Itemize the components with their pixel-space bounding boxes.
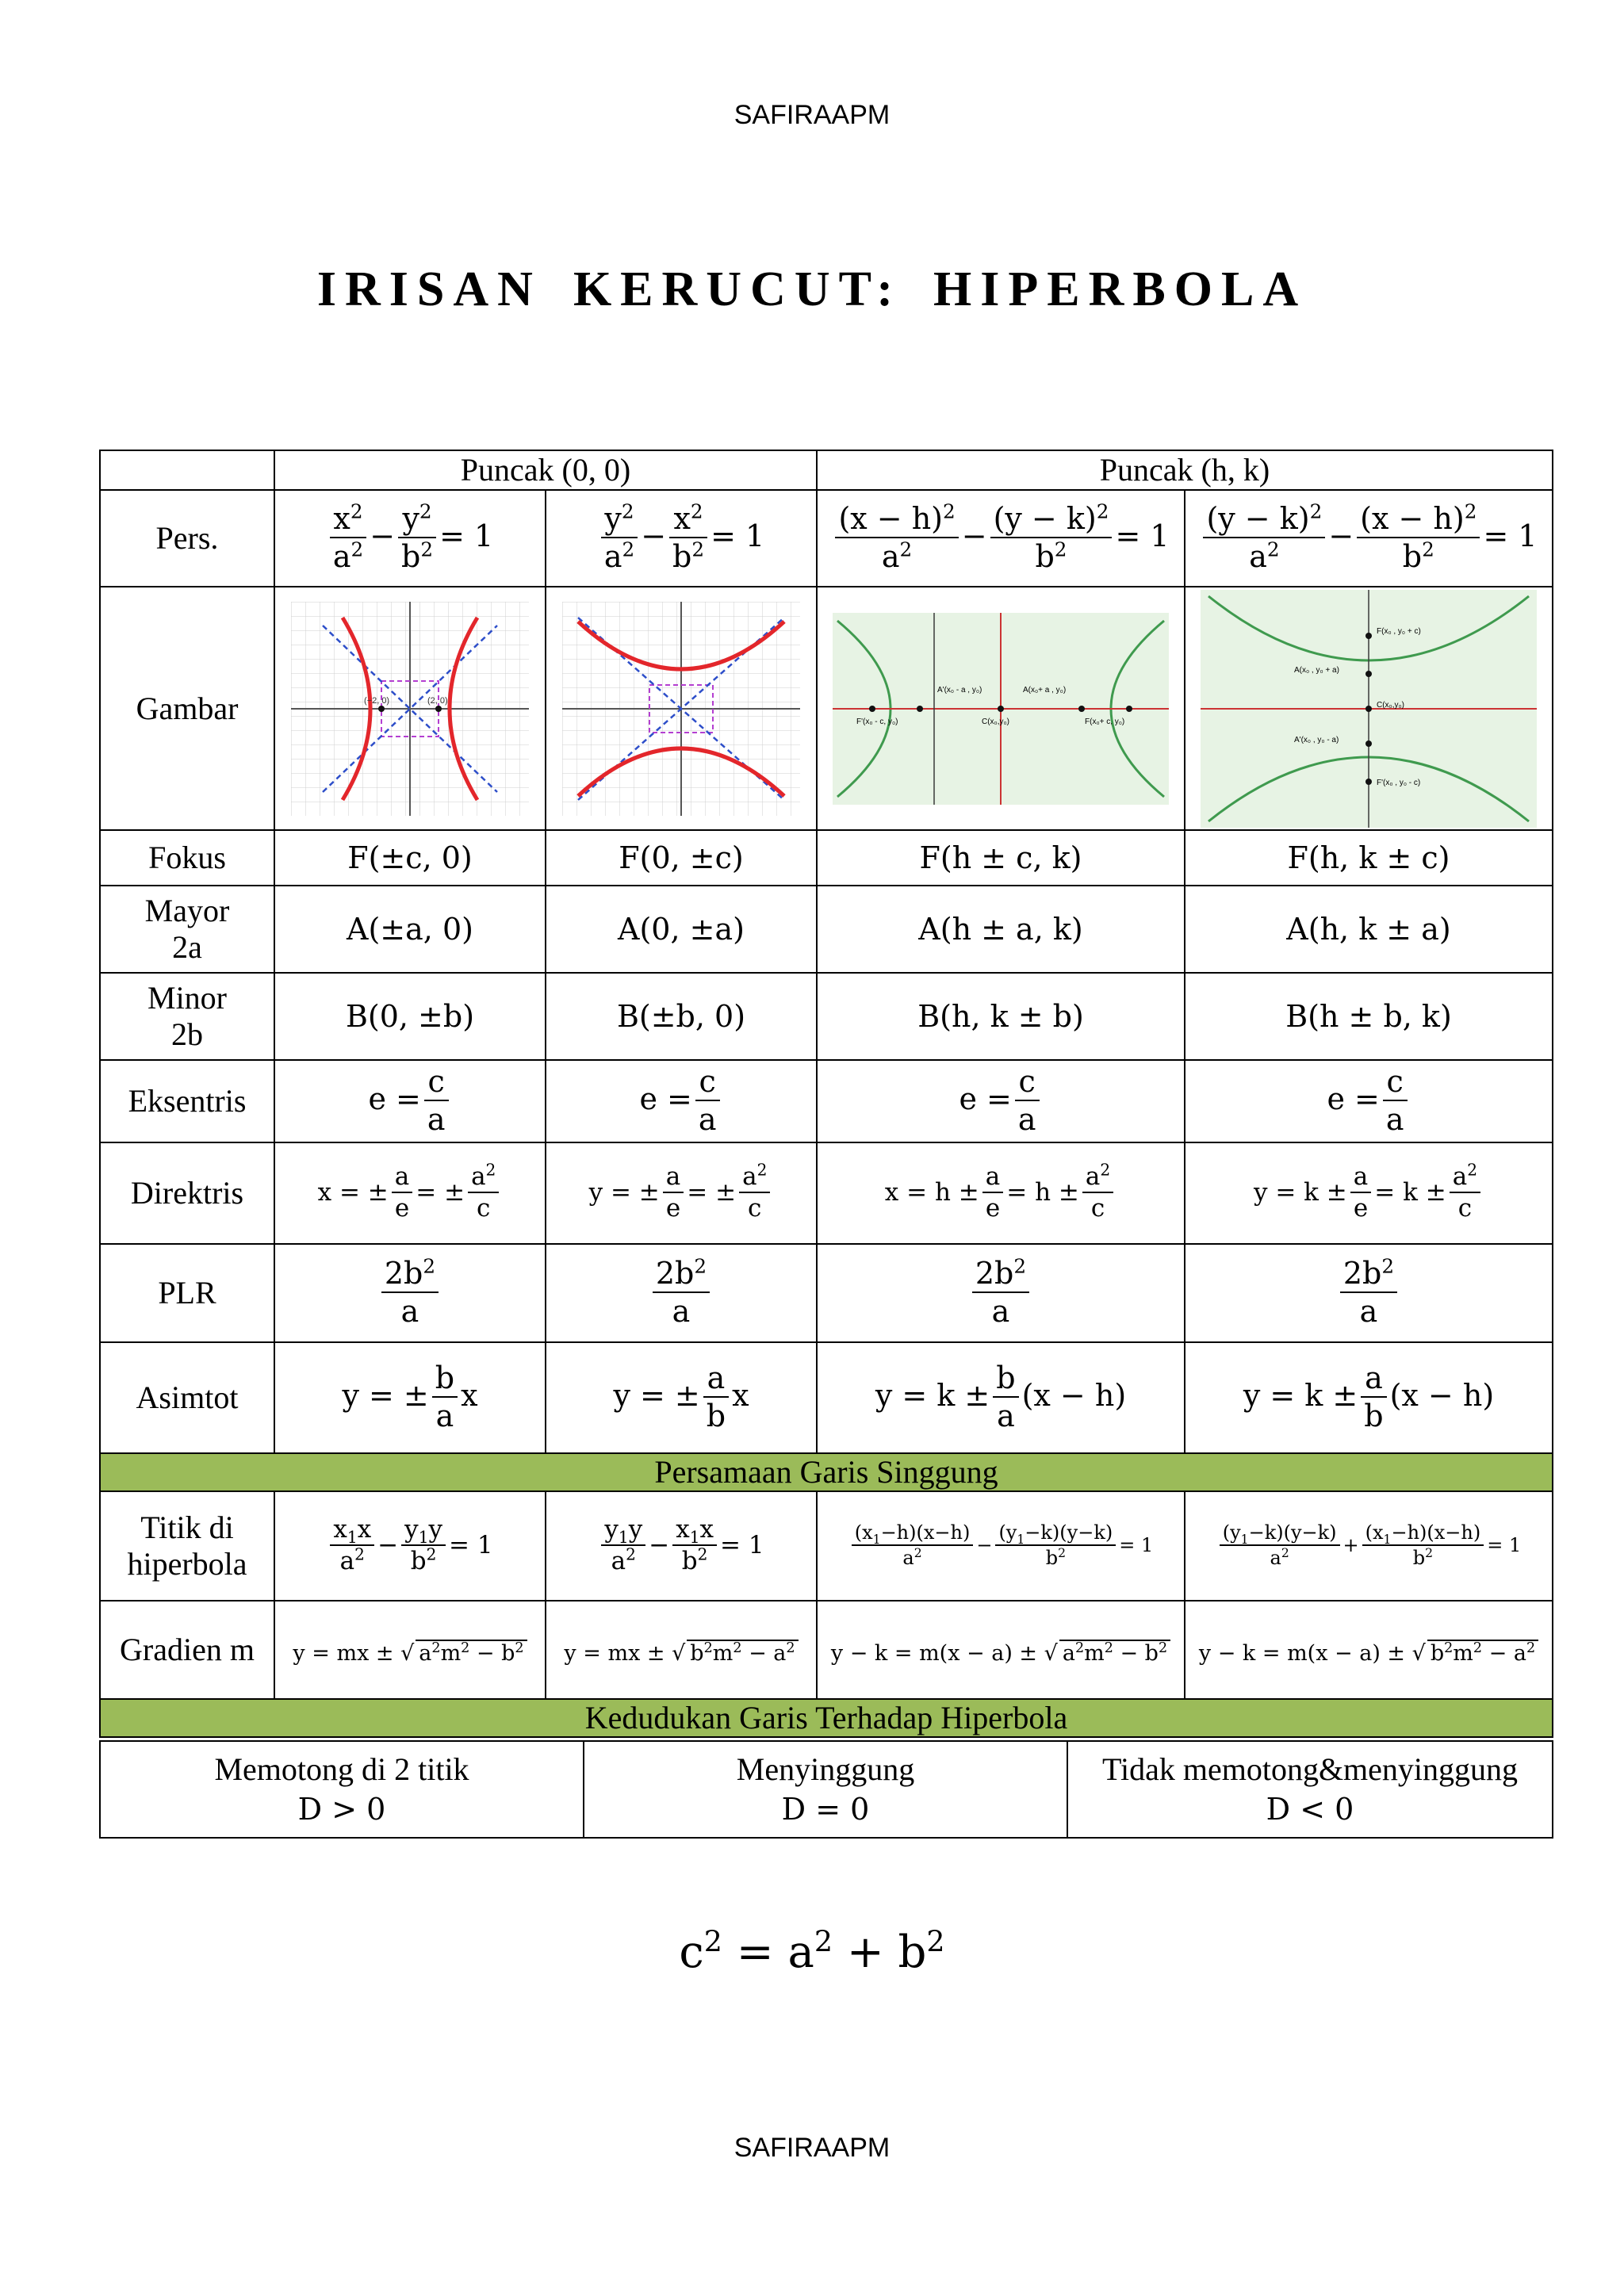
table-row [100, 1142, 1553, 1244]
row-label-direktris: Direktris [100, 1142, 274, 1244]
table-cell: x = h ± $\frac{a}{e}$ = h ± $\frac{a^2}{c}$ [817, 1142, 1185, 1244]
table-row [100, 1741, 1553, 1838]
table-cell: A(0, ±a) [546, 886, 817, 973]
table-cell: $\frac{2b^2}{a}$ [817, 1244, 1185, 1342]
table-cell: e = $\frac{c}{a}$ [817, 1060, 1185, 1142]
page-title: IRISAN KERUCUT: HIPERBOLA [316, 262, 1308, 316]
table-row [100, 490, 1553, 587]
row-label-mayor: Mayor 2a [100, 886, 274, 973]
table-cell: $\frac{(y_1-k)(y-k)}{a^2}$ + $\frac{(x_1-h)(x-h)}{b^2}$ = 1 [1185, 1491, 1553, 1601]
table-row [100, 1060, 1553, 1142]
table-cell: $\frac{(x_1-h)(x-h)}{a^2}$ − $\frac{(y_1-k)(y-k)}{b^2}$ = 1 [817, 1491, 1185, 1601]
svg-text:A'(x₀ - a , y₀): A'(x₀ - a , y₀) [937, 685, 982, 695]
table-row [100, 1244, 1553, 1342]
kedudukan-cell: Tidak memotong&menyinggung D < 0 [1067, 1741, 1553, 1838]
svg-text:F'(x₀ - c, y₀): F'(x₀ - c, y₀) [856, 717, 898, 726]
table-cell: e = $\frac{c}{a}$ [546, 1060, 817, 1142]
table-row [100, 1601, 1553, 1699]
svg-text:C(x₀,y₀): C(x₀,y₀) [982, 717, 1009, 726]
row-label-minor: Minor 2b [100, 973, 274, 1060]
table-cell: y = ± $\frac{a}{e}$ = ± $\frac{a^2}{c}$ [546, 1142, 817, 1244]
graph-vertical-hyperbola [562, 602, 800, 816]
row-label-plr: PLR [100, 1244, 274, 1342]
section-row [100, 1699, 1553, 1737]
section-row [100, 1453, 1553, 1491]
row-label-eksentris: Eksentris [100, 1060, 274, 1142]
table-cell: y = k ± $\frac{a}{e}$ = k ± $\frac{a^2}{c}$ [1185, 1142, 1553, 1244]
row-label-pers: Pers. [100, 490, 274, 587]
page-footer: SAFIRAAPM [733, 2133, 891, 2163]
pythagorean-relation: $c^2 = a^2 + b^2$ [679, 1924, 945, 1978]
equation-cell: $\frac{y^2}{a^2}$ − $\frac{x^2}{b^2}$ = 1 [546, 490, 817, 587]
svg-text:(2, 0): (2, 0) [427, 695, 448, 706]
table-cell: $\frac{x_1x}{a^2}$ − $\frac{y_1y}{b^2}$ = 1 [274, 1491, 546, 1601]
svg-text:A(x₀+ a , y₀): A(x₀+ a , y₀) [1023, 685, 1067, 695]
col-header-origin: Puncak (0, 0) [274, 450, 817, 490]
table-cell: y = mx ± √ $b^2m^2 - a^2$ [546, 1601, 817, 1699]
table-cell: $\frac{2b^2}{a}$ [1185, 1244, 1553, 1342]
kedudukan-cell: Memotong di 2 titik D > 0 [100, 1741, 584, 1838]
graph-shifted-horizontal-hyperbola [833, 613, 1169, 805]
row-label-titik: Titik di hiperbola [100, 1491, 274, 1601]
table-cell: y − k = m(x − a) ± √ $b^2m^2 - a^2$ [1185, 1601, 1553, 1699]
hyperbola-table [99, 450, 1553, 1738]
svg-text:C(x₀,y₀): C(x₀,y₀) [1377, 700, 1404, 710]
graph-cell [1185, 587, 1553, 830]
table-cell: y − k = m(x − a) ± √ $a^2m^2 - b^2$ [817, 1601, 1185, 1699]
table-cell: F(0, ±c) [546, 830, 817, 886]
svg-text:F'(x₀ , y₀ - c): F'(x₀ , y₀ - c) [1377, 778, 1421, 787]
table-row [100, 886, 1553, 973]
table-cell: F(±c, 0) [274, 830, 546, 886]
equation-cell: $\frac{x^2}{a^2}$ − $\frac{y^2}{b^2}$ = 1 [274, 490, 546, 587]
table-cell: F(h ± c, k) [817, 830, 1185, 886]
table-row [100, 587, 1553, 830]
table-cell: y = mx ± √ $a^2m^2 - b^2$ [274, 1601, 546, 1699]
table-cell: e = $\frac{c}{a}$ [1185, 1060, 1553, 1142]
kedudukan-cell: Menyinggung D = 0 [584, 1741, 1067, 1838]
table-cell: $\frac{y_1y}{a^2}$ − $\frac{x_1x}{b^2}$ = 1 [546, 1491, 817, 1601]
graph-shifted-vertical-hyperbola [1201, 590, 1537, 828]
equation-cell: $\frac{(y - k)^2}{a^2}$ − $\frac{(x - h)^2}{b^2}$ = 1 [1185, 490, 1553, 587]
table-cell: e = $\frac{c}{a}$ [274, 1060, 546, 1142]
table-cell: A(h, k ± a) [1185, 886, 1553, 973]
row-label-fokus: Fokus [100, 830, 274, 886]
kedudukan-table [99, 1740, 1553, 1839]
table-row [100, 973, 1553, 1060]
table-cell: y = ± $\frac{a}{b}$ x [546, 1342, 817, 1453]
graph-cell [546, 587, 817, 830]
table-row [100, 1342, 1553, 1453]
graph-cell [817, 587, 1185, 830]
table-cell: A(h ± a, k) [817, 886, 1185, 973]
row-label-asimtot: Asimtot [100, 1342, 274, 1453]
graph-cell [274, 587, 546, 830]
page-header: SAFIRAAPM [733, 100, 891, 130]
table-cell: F(h, k ± c) [1185, 830, 1553, 886]
section-header-singgung: Persamaan Garis Singgung [100, 1453, 1553, 1491]
table-cell: x = ± $\frac{a}{e}$ = ± $\frac{a^2}{c}$ [274, 1142, 546, 1244]
table-cell: y = ± $\frac{b}{a}$ x [274, 1342, 546, 1453]
row-label-gradien: Gradien m [100, 1601, 274, 1699]
corner-cell [100, 450, 274, 490]
table-cell: A(±a, 0) [274, 886, 546, 973]
table-row [100, 830, 1553, 886]
svg-text:F(x₀+ c, y₀): F(x₀+ c, y₀) [1085, 717, 1125, 726]
svg-text:A(x₀ , y₀ + a): A(x₀ , y₀ + a) [1294, 665, 1339, 675]
table-cell: B(h, k ± b) [817, 973, 1185, 1060]
table-cell: y = k ± $\frac{b}{a}$ (x − h) [817, 1342, 1185, 1453]
table-row [100, 1491, 1553, 1601]
col-header-hk: Puncak (h, k) [817, 450, 1553, 490]
table-cell: B(h ± b, k) [1185, 973, 1553, 1060]
table-cell: B(0, ±b) [274, 973, 546, 1060]
svg-text:(−2, 0): (−2, 0) [364, 695, 390, 706]
row-label-gambar: Gambar [100, 587, 274, 830]
svg-text:F(x₀ , y₀ + c): F(x₀ , y₀ + c) [1377, 626, 1421, 636]
section-header-kedudukan: Kedudukan Garis Terhadap Hiperbola [100, 1699, 1553, 1737]
equation-cell: $\frac{(x - h)^2}{a^2}$ − $\frac{(y - k)^2}{b^2}$ = 1 [817, 490, 1185, 587]
table-cell: $\frac{2b^2}{a}$ [546, 1244, 817, 1342]
table-header-row [100, 450, 1553, 490]
table-cell: $\frac{2b^2}{a}$ [274, 1244, 546, 1342]
svg-text:A'(x₀ , y₀ - a): A'(x₀ , y₀ - a) [1294, 735, 1339, 744]
table-cell: y = k ± $\frac{a}{b}$ (x − h) [1185, 1342, 1553, 1453]
table-cell: B(±b, 0) [546, 973, 817, 1060]
graph-horizontal-hyperbola [291, 602, 529, 816]
